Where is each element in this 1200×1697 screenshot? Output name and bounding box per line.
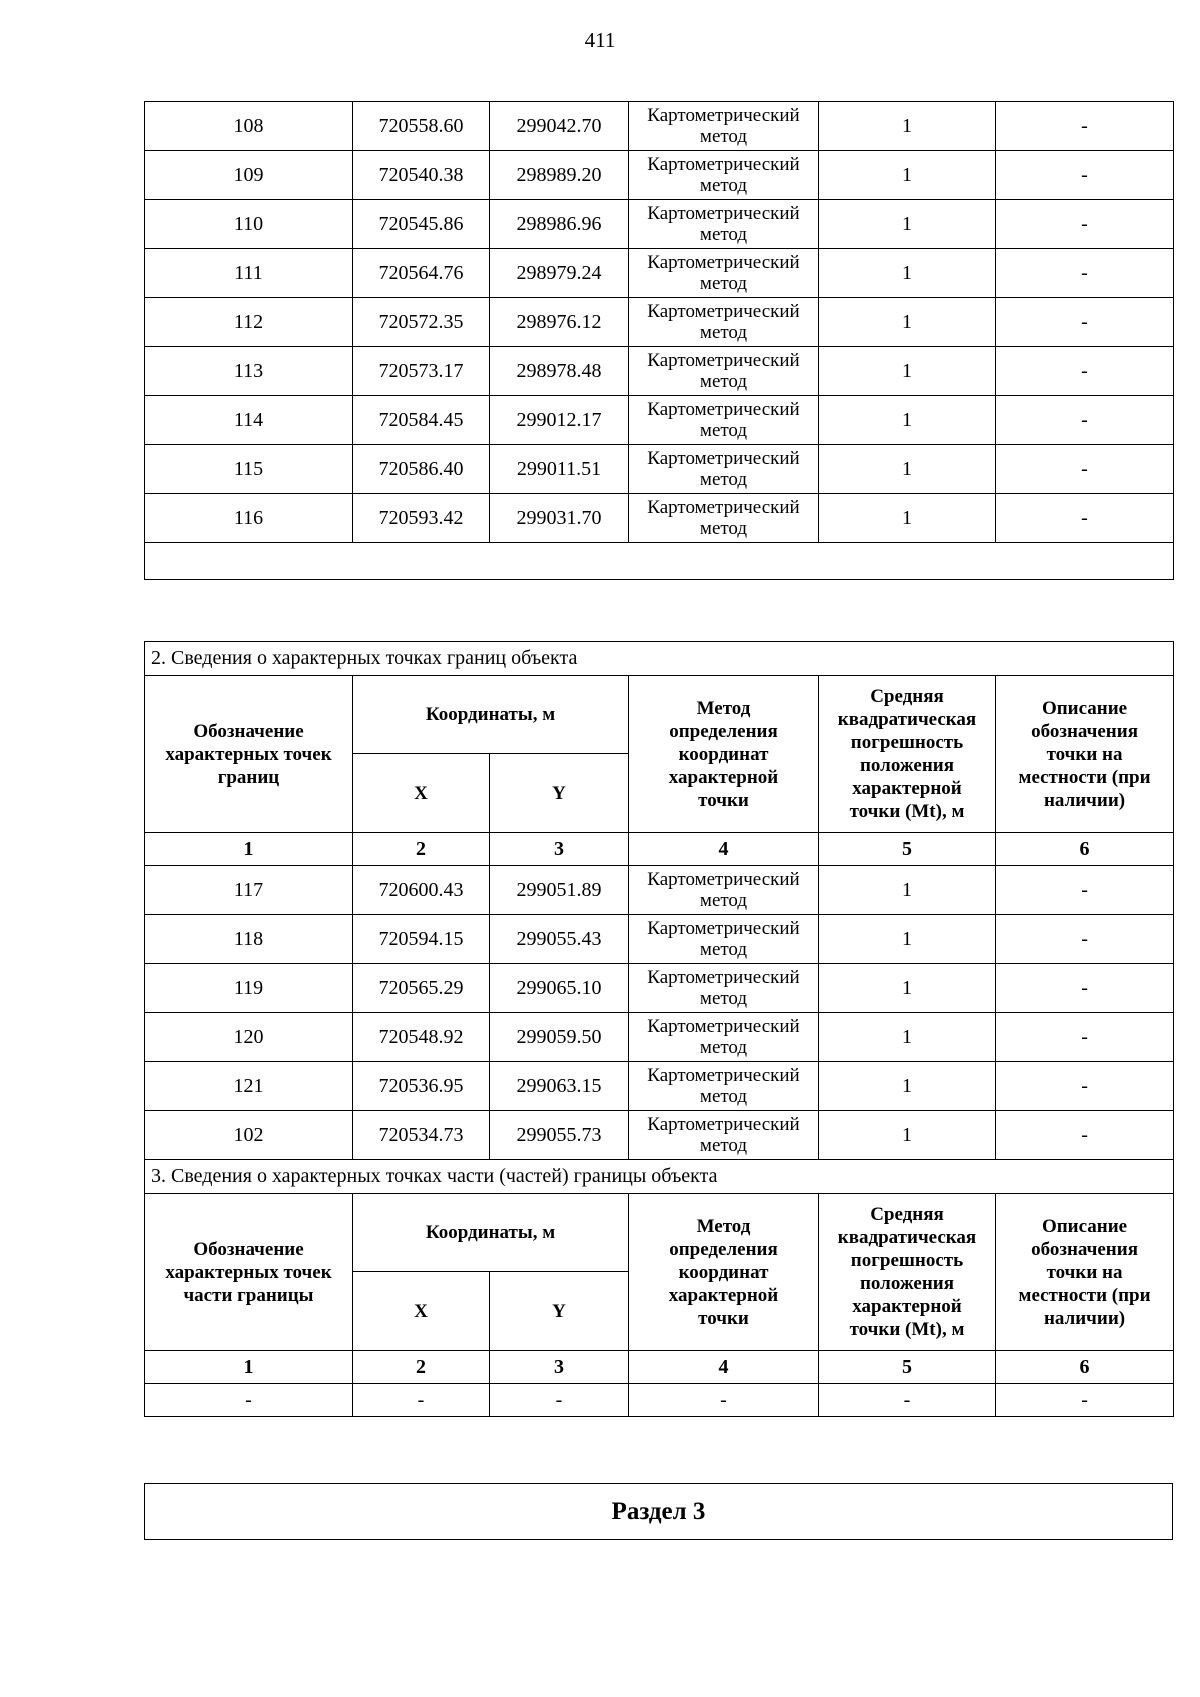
header-description-line: наличии)	[1043, 789, 1126, 811]
header-mean-error-line: Средняя	[870, 1204, 944, 1225]
y-coordinate-cell: 298979.24	[490, 249, 629, 298]
description-cell: -	[996, 151, 1174, 200]
header-method-line: определения	[669, 1238, 778, 1260]
method-cell-line: Картометрический	[647, 1065, 800, 1086]
mt-error-cell: 1	[819, 347, 996, 396]
header-method-line: точки	[698, 789, 749, 811]
header-mean-error	[819, 1194, 996, 1351]
header-description-line: Описание	[1041, 697, 1128, 719]
header-description-line: наличии)	[1043, 1307, 1126, 1329]
section-3-heading: Раздел 3	[144, 1483, 1173, 1540]
mt-error-cell: 1	[819, 298, 996, 347]
header-method-line: характерной	[668, 1284, 779, 1306]
header-mean-error-line: квадратическая	[837, 1227, 977, 1248]
header-x: X	[353, 1272, 490, 1351]
column-number: 1	[145, 1351, 353, 1384]
description-cell: -	[996, 1062, 1174, 1111]
point-id-cell: 120	[145, 1013, 353, 1062]
page-number: 411	[584, 28, 616, 52]
x-coordinate-cell: 720594.15	[353, 915, 490, 964]
table-row	[145, 102, 1174, 151]
description-cell: -	[996, 249, 1174, 298]
point-id-cell: 114	[145, 396, 353, 445]
header-mean-error-line: погрешность	[850, 1250, 964, 1271]
point-id-cell: 108	[145, 102, 353, 151]
section-title-row	[145, 642, 1174, 676]
x-coordinate-cell: 720548.92	[353, 1013, 490, 1062]
header-y: Y	[490, 754, 629, 833]
method-cell-line: метод	[699, 518, 748, 539]
column-number: 2	[353, 833, 490, 866]
method-cell-line: Картометрический	[647, 105, 800, 126]
method-cell-line: Картометрический	[647, 399, 800, 420]
column-number: 4	[629, 1351, 819, 1384]
method-cell-line: метод	[699, 322, 748, 343]
method-cell-line: Картометрический	[647, 350, 800, 371]
description-cell: -	[996, 1013, 1174, 1062]
point-id-cell: 113	[145, 347, 353, 396]
method-cell-line: метод	[699, 175, 748, 196]
table-row	[145, 1062, 1174, 1111]
header-description	[996, 676, 1174, 833]
method-cell-line: метод	[699, 273, 748, 294]
point-id-cell: 116	[145, 494, 353, 543]
description-cell: -	[996, 445, 1174, 494]
y-coordinate-cell: 299011.51	[490, 445, 629, 494]
table-row	[145, 1111, 1174, 1160]
mt-error-cell: 1	[819, 964, 996, 1013]
point-id-cell: 115	[145, 445, 353, 494]
y-coordinate-cell: 299051.89	[490, 866, 629, 915]
header-mean-error-line: положения	[859, 755, 955, 776]
method-cell	[629, 102, 819, 151]
x-coordinate-cell: 720540.38	[353, 151, 490, 200]
method-cell-line: метод	[699, 126, 748, 147]
table-row	[145, 1384, 1174, 1417]
x-coordinate-cell: 720600.43	[353, 866, 490, 915]
method-cell-line: Картометрический	[647, 448, 800, 469]
description-cell: -	[996, 915, 1174, 964]
header-designation	[145, 1194, 353, 1351]
empty-value-cell: -	[819, 1384, 996, 1417]
header-description-line: точки на	[1046, 743, 1123, 765]
table-row	[145, 445, 1174, 494]
y-coordinate-cell: 298986.96	[490, 200, 629, 249]
header-mean-error-line: характерной	[852, 778, 962, 799]
method-cell	[629, 1062, 819, 1111]
mt-error-cell: 1	[819, 151, 996, 200]
point-id-cell: 121	[145, 1062, 353, 1111]
mt-error-cell: 1	[819, 866, 996, 915]
method-cell-line: метод	[699, 371, 748, 392]
method-cell	[629, 151, 819, 200]
method-cell	[629, 866, 819, 915]
y-coordinate-cell: 299065.10	[490, 964, 629, 1013]
header-designation-line: характерных точек	[165, 743, 332, 765]
method-cell-line: Картометрический	[647, 1114, 800, 1135]
header-method-line: Метод	[696, 1215, 751, 1237]
x-coordinate-cell: 720534.73	[353, 1111, 490, 1160]
method-cell-line: метод	[699, 1135, 748, 1156]
table-row	[145, 200, 1174, 249]
header-mean-error-line: погрешность	[850, 732, 964, 753]
method-cell	[629, 396, 819, 445]
point-id-cell: 117	[145, 866, 353, 915]
method-cell	[629, 494, 819, 543]
y-coordinate-cell: 299012.17	[490, 396, 629, 445]
empty-cell	[145, 543, 1174, 580]
header-mean-error-line: квадратическая	[837, 709, 977, 730]
point-id-cell: 118	[145, 915, 353, 964]
method-cell	[629, 964, 819, 1013]
mt-error-cell: 1	[819, 494, 996, 543]
table-row	[145, 298, 1174, 347]
header-description-line: Описание	[1041, 1215, 1128, 1237]
header-description-line: местности (при	[1018, 766, 1151, 788]
y-coordinate-cell: 299059.50	[490, 1013, 629, 1062]
points-table-sections	[144, 641, 1174, 1417]
header-method-line: определения	[669, 720, 778, 742]
point-id-cell: 102	[145, 1111, 353, 1160]
column-number: 5	[819, 1351, 996, 1384]
header-mean-error-line: Средняя	[870, 686, 944, 707]
header-description-line: обозначения	[1031, 720, 1138, 742]
description-cell: -	[996, 1111, 1174, 1160]
x-coordinate-cell: 720564.76	[353, 249, 490, 298]
table-row	[145, 249, 1174, 298]
section-title-row	[145, 1160, 1174, 1194]
section-title: 2. Сведения о характерных точках границ объекта	[145, 642, 1174, 676]
description-cell: -	[996, 298, 1174, 347]
mt-error-cell: 1	[819, 1062, 996, 1111]
header-mean-error-line: точки (Mt), м	[849, 1319, 965, 1340]
method-cell-line: метод	[699, 469, 748, 490]
y-coordinate-cell: 299063.15	[490, 1062, 629, 1111]
point-id-cell: 119	[145, 964, 353, 1013]
description-cell: -	[996, 964, 1174, 1013]
x-coordinate-cell: 720545.86	[353, 200, 490, 249]
header-designation-line: характерных точек	[165, 1261, 332, 1283]
header-description-line: точки на	[1046, 1261, 1123, 1283]
header-method	[629, 676, 819, 833]
header-designation-line: Обозначение	[193, 720, 304, 742]
header-row	[145, 676, 1174, 754]
column-numbers-row	[145, 833, 1174, 866]
description-cell: -	[996, 347, 1174, 396]
empty-value-cell: -	[490, 1384, 629, 1417]
description-cell: -	[996, 102, 1174, 151]
description-cell: -	[996, 200, 1174, 249]
method-cell-line: Картометрический	[647, 967, 800, 988]
x-coordinate-cell: 720565.29	[353, 964, 490, 1013]
mt-error-cell: 1	[819, 1111, 996, 1160]
table-row	[145, 964, 1174, 1013]
header-method-line: Метод	[696, 697, 751, 719]
method-cell	[629, 1013, 819, 1062]
header-method-line: координат	[678, 1261, 769, 1283]
header-mean-error-line: точки (Mt), м	[849, 801, 965, 822]
x-coordinate-cell: 720584.45	[353, 396, 490, 445]
empty-value-cell: -	[996, 1384, 1174, 1417]
column-number: 3	[490, 1351, 629, 1384]
section-title: 3. Сведения о характерных точках части (частей) границы объекта	[145, 1160, 1174, 1194]
column-numbers-row	[145, 1351, 1174, 1384]
point-id-cell: 109	[145, 151, 353, 200]
empty-row	[145, 543, 1174, 580]
description-cell: -	[996, 396, 1174, 445]
empty-value-cell: -	[353, 1384, 490, 1417]
mt-error-cell: 1	[819, 445, 996, 494]
method-cell	[629, 347, 819, 396]
method-cell-line: метод	[699, 1086, 748, 1107]
y-coordinate-cell: 298976.12	[490, 298, 629, 347]
header-designation	[145, 676, 353, 833]
method-cell-line: метод	[699, 224, 748, 245]
method-cell	[629, 445, 819, 494]
table-row	[145, 915, 1174, 964]
column-number: 4	[629, 833, 819, 866]
column-number: 1	[145, 833, 353, 866]
x-coordinate-cell: 720558.60	[353, 102, 490, 151]
method-cell-line: Картометрический	[647, 869, 800, 890]
method-cell-line: метод	[699, 420, 748, 441]
header-mean-error-line: положения	[859, 1273, 955, 1294]
x-coordinate-cell: 720572.35	[353, 298, 490, 347]
point-id-cell: 112	[145, 298, 353, 347]
x-coordinate-cell: 720573.17	[353, 347, 490, 396]
x-coordinate-cell: 720586.40	[353, 445, 490, 494]
table-row	[145, 151, 1174, 200]
method-cell-line: метод	[699, 1037, 748, 1058]
method-cell-line: Картометрический	[647, 252, 800, 273]
header-method-line: точки	[698, 1307, 749, 1329]
mt-error-cell: 1	[819, 200, 996, 249]
header-method	[629, 1194, 819, 1351]
header-mean-error-line: характерной	[852, 1296, 962, 1317]
mt-error-cell: 1	[819, 396, 996, 445]
table-row	[145, 347, 1174, 396]
header-description-line: обозначения	[1031, 1238, 1138, 1260]
header-y: Y	[490, 1272, 629, 1351]
point-id-cell: 110	[145, 200, 353, 249]
y-coordinate-cell: 299031.70	[490, 494, 629, 543]
header-designation-line: части границы	[183, 1284, 314, 1306]
method-cell	[629, 1111, 819, 1160]
header-designation-line: Обозначение	[193, 1238, 304, 1260]
header-row	[145, 1194, 1174, 1272]
method-cell-line: Картометрический	[647, 1016, 800, 1037]
column-number: 5	[819, 833, 996, 866]
table-row	[145, 866, 1174, 915]
header-method-line: характерной	[668, 766, 779, 788]
method-cell-line: метод	[699, 939, 748, 960]
column-number: 6	[996, 1351, 1174, 1384]
header-coordinates: Координаты, м	[353, 676, 629, 754]
table-row	[145, 494, 1174, 543]
method-cell	[629, 200, 819, 249]
method-cell-line: Картометрический	[647, 154, 800, 175]
header-x: X	[353, 754, 490, 833]
empty-value-cell: -	[629, 1384, 819, 1417]
method-cell-line: Картометрический	[647, 203, 800, 224]
y-coordinate-cell: 298989.20	[490, 151, 629, 200]
column-number: 3	[490, 833, 629, 866]
description-cell: -	[996, 494, 1174, 543]
empty-value-cell: -	[145, 1384, 353, 1417]
header-mean-error	[819, 676, 996, 833]
x-coordinate-cell: 720593.42	[353, 494, 490, 543]
method-cell-line: Картометрический	[647, 918, 800, 939]
method-cell	[629, 249, 819, 298]
y-coordinate-cell: 299042.70	[490, 102, 629, 151]
x-coordinate-cell: 720536.95	[353, 1062, 490, 1111]
method-cell-line: метод	[699, 988, 748, 1009]
column-number: 6	[996, 833, 1174, 866]
mt-error-cell: 1	[819, 915, 996, 964]
point-id-cell: 111	[145, 249, 353, 298]
header-designation-line: границ	[217, 766, 280, 788]
method-cell-line: Картометрический	[647, 497, 800, 518]
header-coordinates: Координаты, м	[353, 1194, 629, 1272]
y-coordinate-cell: 299055.73	[490, 1111, 629, 1160]
header-method-line: координат	[678, 743, 769, 765]
points-table-continued	[144, 101, 1174, 580]
column-number: 2	[353, 1351, 490, 1384]
method-cell-line: Картометрический	[647, 301, 800, 322]
description-cell: -	[996, 866, 1174, 915]
method-cell	[629, 298, 819, 347]
header-description-line: местности (при	[1018, 1284, 1151, 1306]
mt-error-cell: 1	[819, 1013, 996, 1062]
y-coordinate-cell: 299055.43	[490, 915, 629, 964]
table-row	[145, 1013, 1174, 1062]
table-row	[145, 396, 1174, 445]
mt-error-cell: 1	[819, 249, 996, 298]
y-coordinate-cell: 298978.48	[490, 347, 629, 396]
header-description	[996, 1194, 1174, 1351]
method-cell	[629, 915, 819, 964]
method-cell-line: метод	[699, 890, 748, 911]
mt-error-cell: 1	[819, 102, 996, 151]
